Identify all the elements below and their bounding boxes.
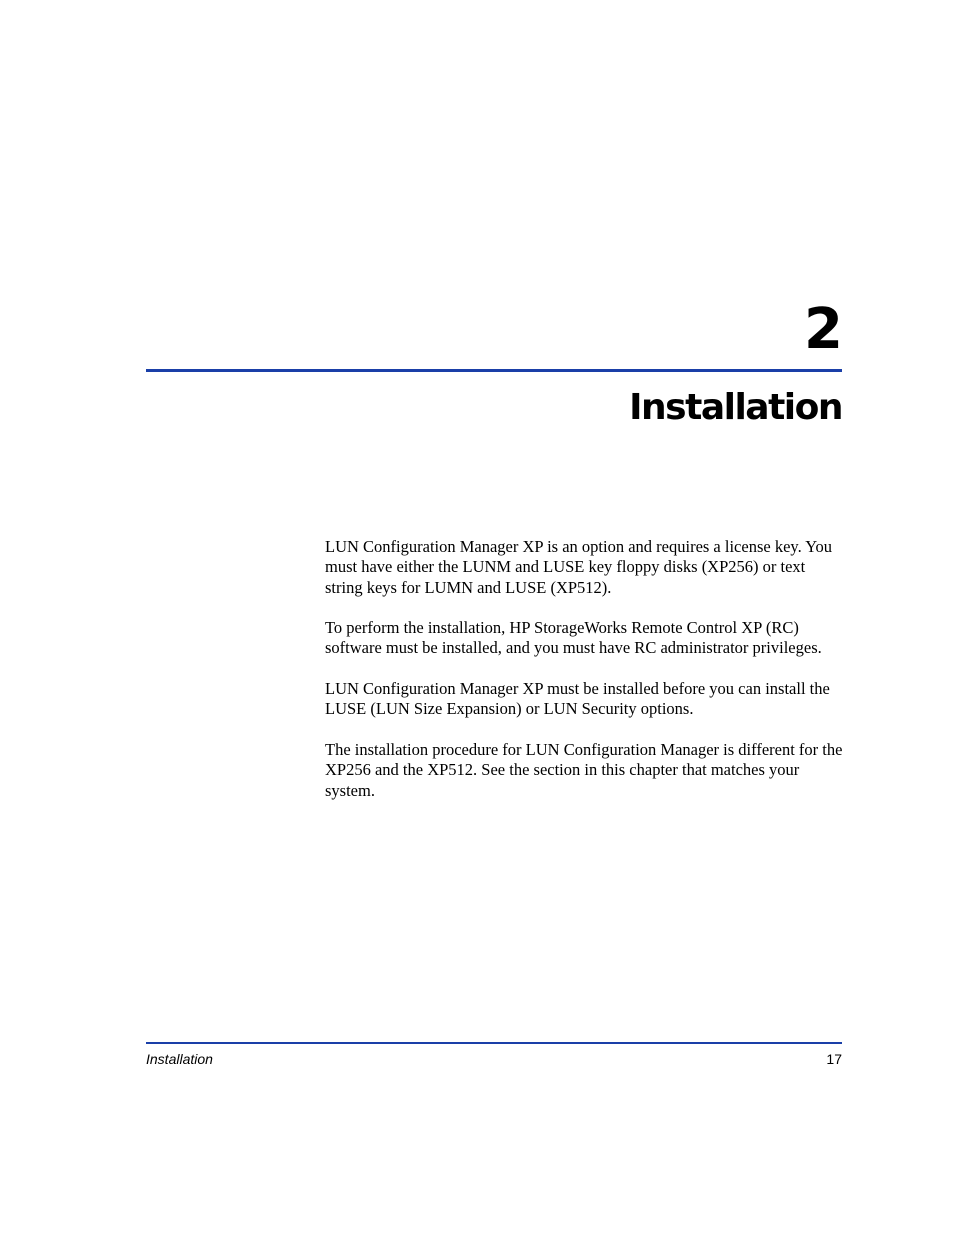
body-text [325,537,845,821]
chapter-number: 2 [804,297,842,362]
paragraph-procedure: The installation procedure for LUN Configuration Manager is different for the XP256 and the XP512. See the section in this chapter that matches your system. [325,739,843,800]
paragraph-license-key: LUN Configuration Manager XP is an option and requires a license key. You must have either the LUNM and LUSE key floppy disks (XP256) or text string keys for LUMN and LUSE (XP512). [325,537,832,597]
footer-section-title: Installation [146,1051,213,1067]
chapter-divider [146,369,842,372]
footer-page-number: 17 [826,1051,842,1067]
paragraph-remote-control: To perform the installation, HP StorageWorks Remote Control XP (RC) software must be installed, and you must have RC administrator privileges. [325,618,822,658]
footer-divider [146,1042,842,1044]
chapter-title: Installation [629,387,842,428]
paragraph-install-order: LUN Configuration Manager XP must be installed before you can install the LUSE (LUN Size Expansion) or LUN Security options. [325,679,830,719]
